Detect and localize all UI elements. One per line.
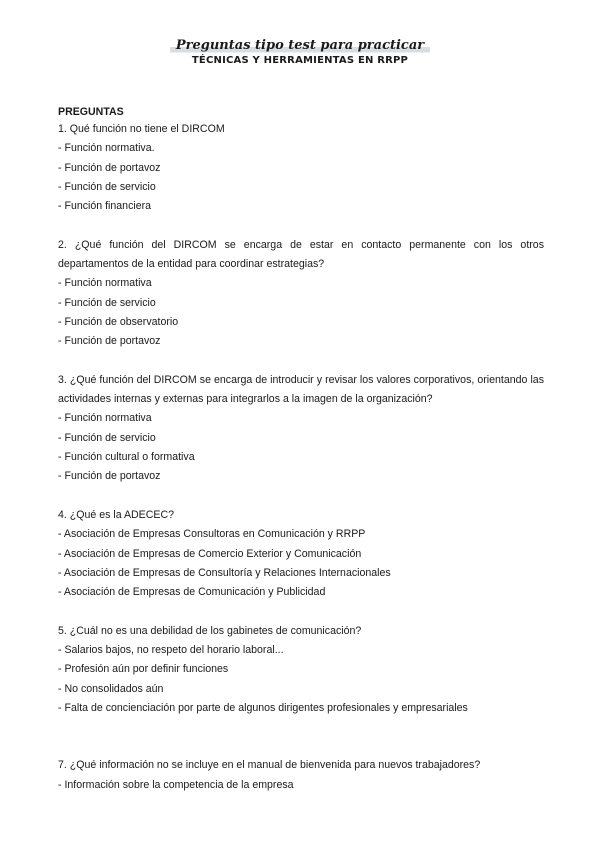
answer-option: - Función normativa: [58, 412, 152, 425]
document-header: [0, 36, 600, 67]
question-text: 2. ¿Qué función del DIRCOM se encarga de estar en contacto permanente con los otros departamentos de la entidad para coordinar estrategias?: [58, 238, 544, 271]
question-5: [58, 622, 544, 718]
question-4: [58, 506, 544, 602]
answer-option: - Función normativa.: [58, 142, 155, 155]
answer-option: - Asociación de Empresas Consultoras en Comunicación y RRPP: [58, 528, 366, 541]
answer-option: - Función de portavoz: [58, 335, 161, 348]
answer-option: - No consolidados aún: [58, 682, 164, 695]
spacer: [58, 602, 544, 621]
section-title: PREGUNTAS: [58, 106, 124, 118]
answer-option: - Falta de concienciación por parte de algunos dirigentes profesionales y empresariales: [58, 701, 468, 714]
answer-option: - Asociación de Empresas de Comercio Exterior y Comunicación: [58, 547, 362, 560]
question-text: 4. ¿Qué es la ADECEC?: [58, 508, 174, 521]
question-1: [58, 120, 544, 216]
spacer: [58, 352, 544, 371]
script-title: Preguntas tipo test para practicar: [170, 38, 430, 54]
document-body: [58, 104, 544, 795]
answer-option: - Función de observatorio: [58, 315, 179, 328]
answer-option: - Información sobre la competencia de la empresa: [58, 778, 294, 791]
answer-option: - Función cultural o formativa: [58, 451, 195, 464]
answer-option: - Función de servicio: [58, 431, 156, 444]
question-text: 7. ¿Qué información no se incluye en el manual de bienvenida para nuevos trabajadores?: [58, 759, 481, 772]
spacer: [58, 216, 544, 235]
answer-option: - Función normativa: [58, 277, 152, 290]
answer-option: - Salarios bajos, no respeto del horario laboral...: [58, 644, 284, 657]
answer-option: - Profesión aún por definir funciones: [58, 663, 229, 676]
spacer: [58, 487, 544, 506]
answer-option: - Función de servicio: [58, 296, 156, 309]
answer-option: - Función de servicio: [58, 180, 156, 193]
question-2: [58, 236, 544, 352]
question-text: 5. ¿Cuál no es una debilidad de los gabinetes de comunicación?: [58, 624, 362, 637]
answer-option: - Función de portavoz: [58, 470, 161, 483]
answer-option: - Asociación de Empresas de Consultoría y Relaciones Internacionales: [58, 566, 391, 579]
answer-option: - Función financiera: [58, 200, 152, 213]
question-3: [58, 371, 544, 487]
question-7: [58, 756, 544, 795]
question-text: 3. ¿Qué función del DIRCOM se encarga de introducir y revisar los valores corporativos, orientando las actividades internas y externas para integrarlos a la imagen de la organización?: [58, 373, 544, 406]
answer-option: - Función de portavoz: [58, 161, 161, 174]
question-text: 1. Qué función no tiene el DIRCOM: [58, 123, 225, 135]
answer-option: - Asociación de Empresas de Comunicación y Publicidad: [58, 586, 326, 599]
spacer: [58, 718, 544, 756]
document-subtitle: TÉCNICAS Y HERRAMIENTAS EN RRPP: [191, 55, 409, 66]
